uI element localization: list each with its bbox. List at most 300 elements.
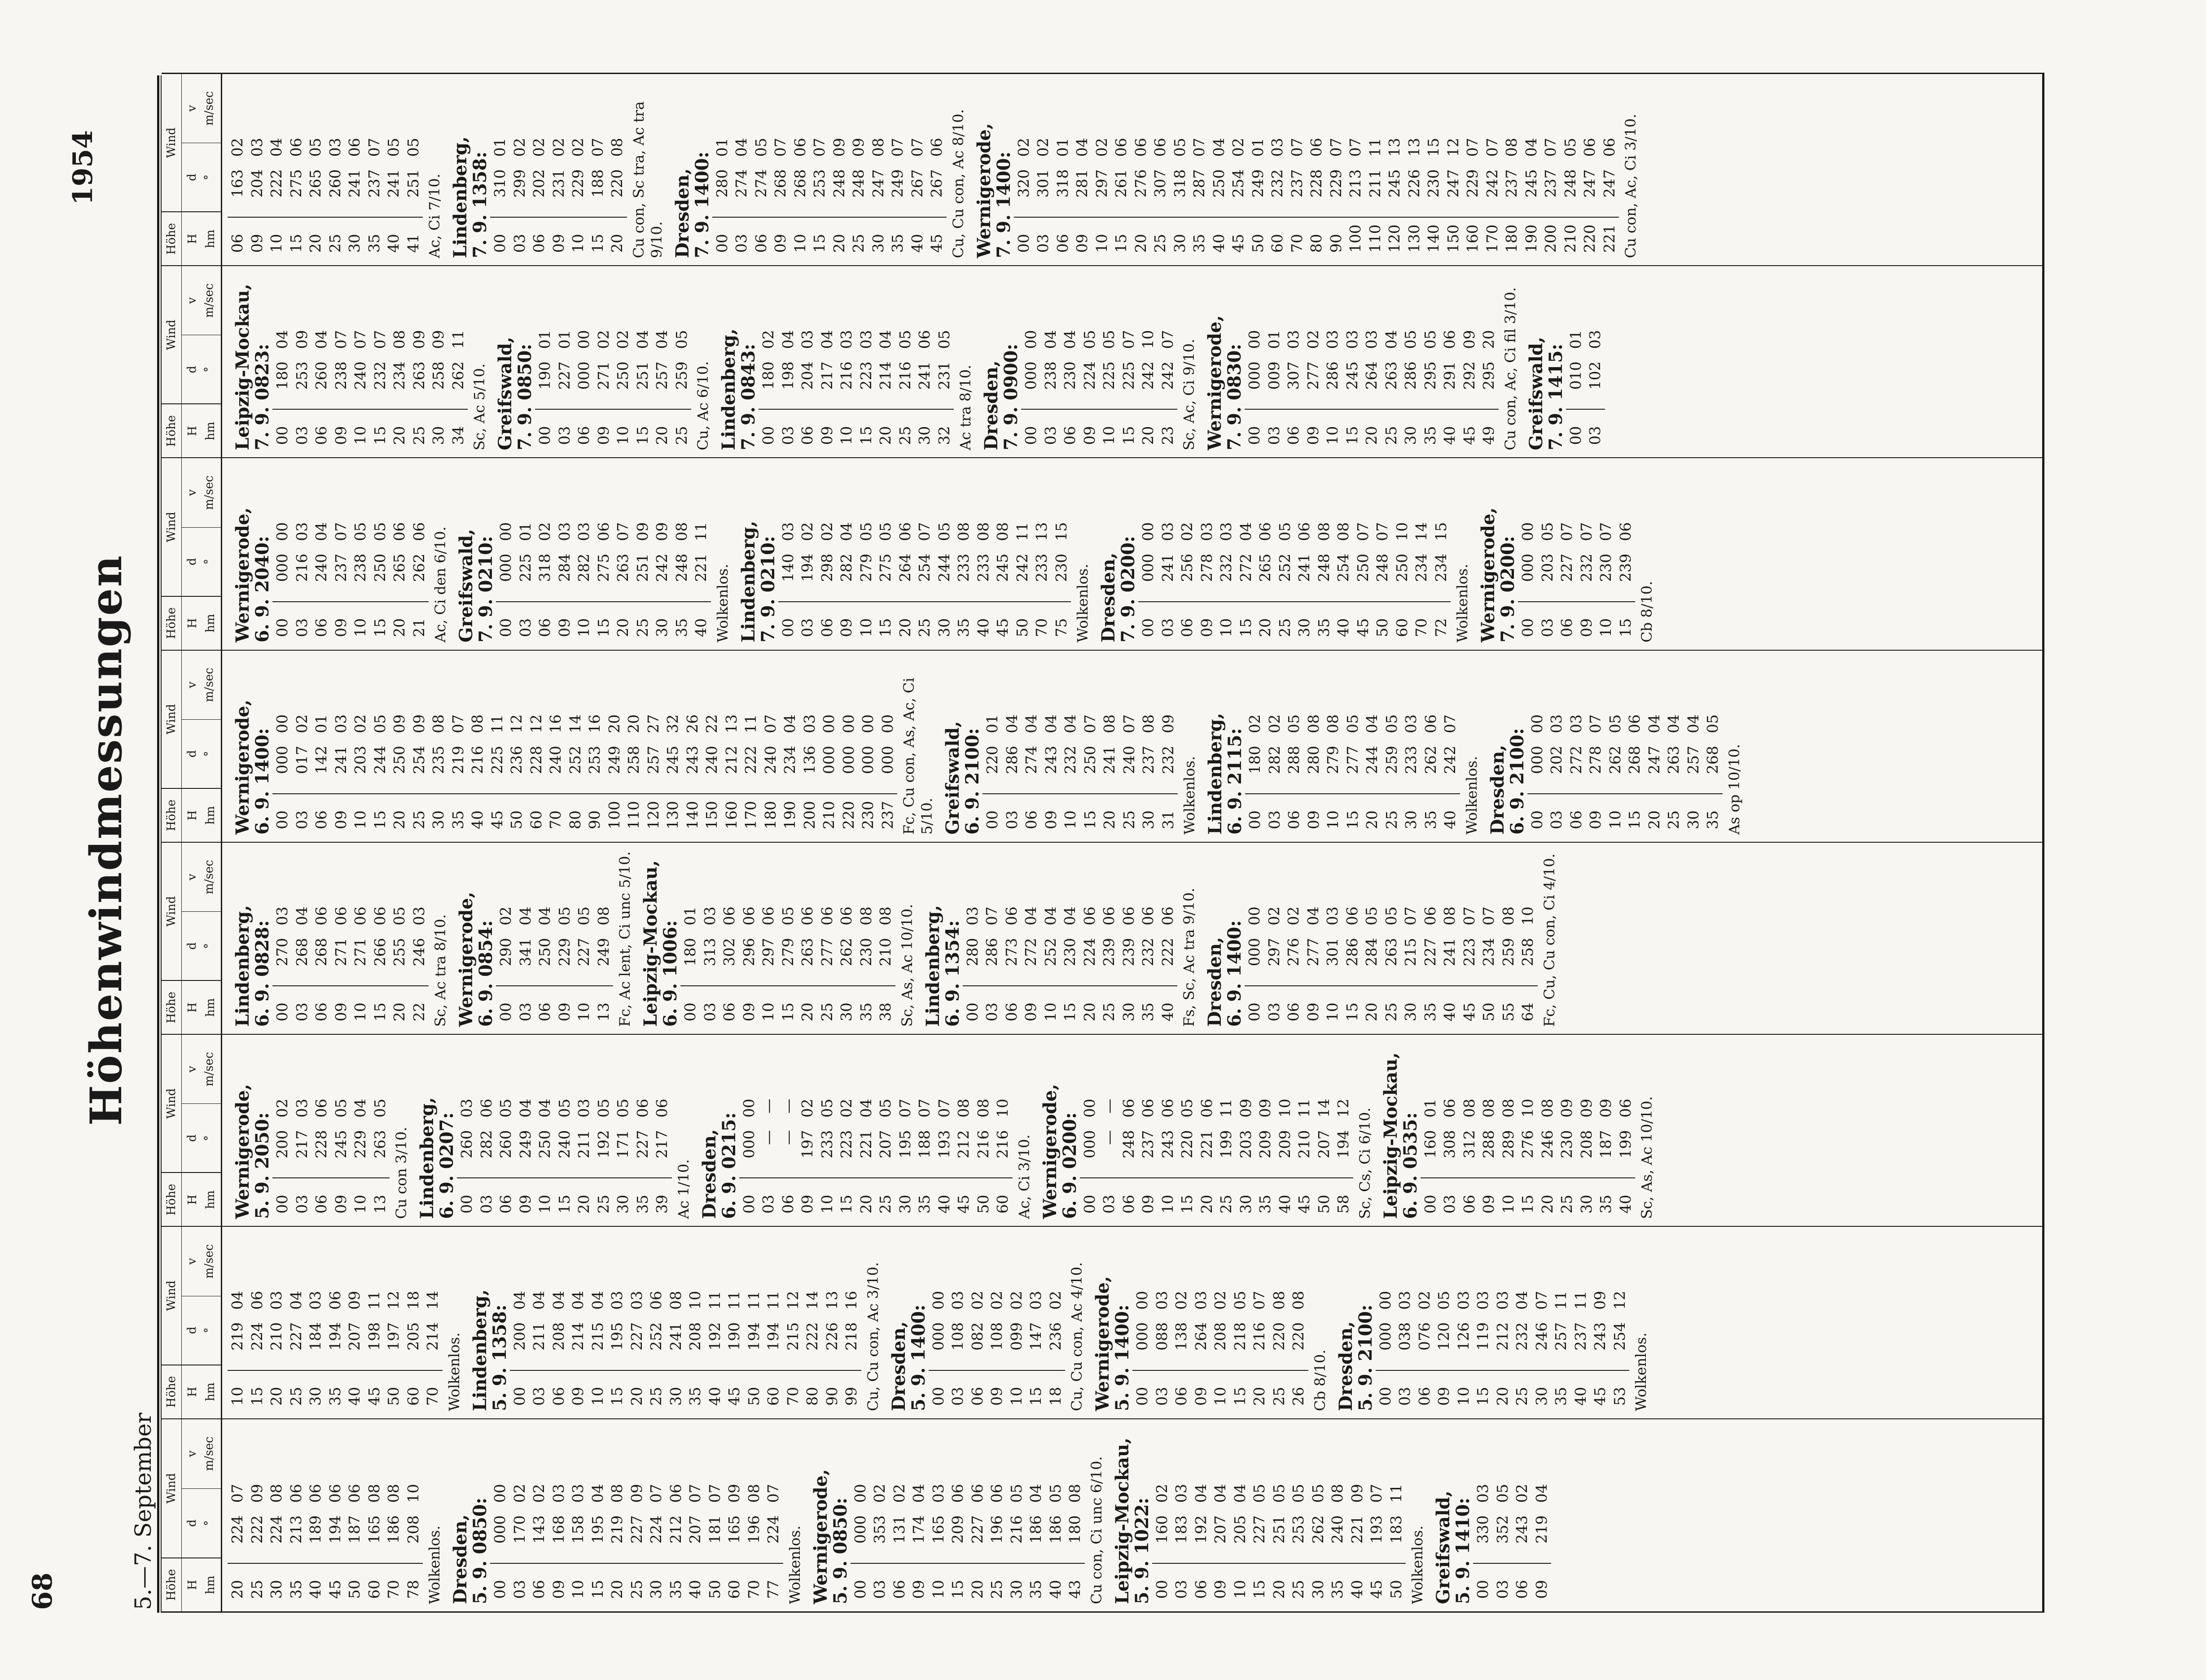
column-divider [954,1175,974,1179]
station-block [739,463,1092,645]
speed-value: 02 [798,522,816,541]
speed-value: 05 [1270,1484,1288,1503]
direction-value: 219 [449,746,467,774]
d-unit: ° [202,366,216,372]
direction-value: 307 [1151,169,1169,198]
table-row [1307,79,1326,261]
table-row [895,463,915,645]
column-divider [1460,407,1479,410]
table-row [652,1039,672,1221]
column-divider [588,1560,608,1564]
table-row [496,463,516,645]
height-value: 10 [1324,810,1342,829]
table-row [915,1039,934,1221]
height-value: 10 [1041,1002,1059,1022]
column-body [222,843,1558,1034]
height-value: 20 [1197,1194,1215,1214]
table-row [510,1232,530,1414]
speed-value: 02 [1211,1291,1229,1310]
speed-value: 03 [1363,330,1380,349]
speed-value: 00 [1133,1291,1151,1310]
table-row [876,1039,895,1221]
column-divider [817,1175,837,1179]
column-divider [759,1175,778,1179]
speed-value: 08 [1441,906,1458,926]
height-value: 30 [1237,1194,1254,1214]
table-row [1482,79,1502,261]
table-row [292,463,312,645]
speed-value: 05 [1285,714,1303,733]
table-row [1333,463,1353,645]
column-divider [555,407,575,410]
table-row [1119,655,1139,837]
height-value: 06 [1285,1002,1302,1022]
speed-value: 07 [1327,138,1345,157]
table-row [588,1424,608,1607]
speed-value: 03 [857,330,875,349]
height-value: 35 [1704,810,1721,829]
direction-value: 251 [633,553,651,582]
speed-value: 08 [974,522,992,541]
height-value: 09 [988,1387,1005,1406]
speed-value: 08 [1329,1484,1346,1503]
table-row [1326,79,1346,261]
speed-value: 11 [745,1291,763,1310]
direction-value: 194 [798,553,816,582]
cloud-remark: Ac tra 8/10. [957,364,974,451]
table-row [876,847,895,1029]
speed-value: 06 [1441,1098,1458,1118]
table-row [1052,463,1071,645]
column-divider [771,214,790,218]
column-header [162,843,222,1034]
direction-value: 232 [1577,553,1595,582]
column-divider [974,1175,993,1179]
table-row [817,1039,837,1221]
direction-value: 237 [1140,746,1157,774]
height-value: 49 [1480,426,1497,445]
station-name: Dresden, [1098,552,1119,643]
direction-value: 277 [1304,361,1322,390]
column-divider [345,1367,364,1371]
height-header [162,1172,221,1226]
column-divider [837,407,856,410]
direction-value: 233 [1033,553,1050,582]
direction-value: 165 [725,1515,743,1544]
direction-value: 210 [1295,1130,1313,1159]
table-column [162,1035,2042,1227]
height-value: 25 [1382,1002,1400,1022]
speed-value: 07 [916,1098,933,1118]
direction-value: 194 [745,1322,763,1351]
height-value: 15 [1474,1387,1491,1406]
speed-value: 05 [1421,330,1439,349]
speed-value: 06 [332,906,350,926]
column-divider [1440,791,1460,794]
table-row [1255,463,1275,645]
column-divider [1625,791,1645,794]
height-value: 03 [510,234,528,253]
column-divider [895,407,915,410]
column-divider [705,1560,725,1564]
direction-value: 279 [857,553,875,582]
d-unit: ° [202,1520,216,1526]
speed-value: 04 [273,330,291,349]
column-divider [331,1175,351,1179]
direction-value: 230 [1052,553,1070,582]
speed-value: 01 [983,714,1001,733]
cloud-remark: Wolkenlos. [1632,1332,1649,1411]
column-divider [1022,791,1041,794]
table-row [272,271,292,453]
speed-value: 09 [1348,1484,1366,1503]
speed-value: 02 [1153,1484,1171,1503]
station-name: Lindenberg, [737,521,759,643]
table-row [370,271,390,453]
speed-value: 11 [1295,1098,1313,1118]
column-divider [409,791,429,794]
column-divider [1561,214,1580,218]
speed-value: 07 [889,138,906,157]
direction-value: 260 [326,169,344,198]
speed-value: 05 [1309,1484,1327,1503]
height-value: 35 [449,810,467,829]
table-row [605,655,624,837]
speed-value: 04 [1042,714,1060,733]
column-divider [1512,1367,1532,1371]
table-row [1610,1232,1630,1414]
v-unit: m/sec [202,1052,216,1087]
height-value: 10 [588,1387,606,1406]
height-value: 00 [1519,618,1536,637]
speed-value: 08 [1324,714,1342,733]
height-value: 09 [332,1194,350,1214]
column-divider [890,1560,909,1564]
height-value: 00 [273,1194,291,1214]
column-divider [1284,791,1304,794]
speed-value: 05 [371,714,389,733]
column-divider [741,791,761,794]
column-divider [1586,791,1605,794]
speed-value: 07 [686,1484,704,1503]
table-row [364,1424,384,1607]
height-value: 25 [1665,810,1682,829]
station-block [1206,655,1481,837]
height-value: 10 [1061,810,1079,829]
column-divider [1499,1175,1518,1179]
table-row [568,1424,588,1607]
direction-value: 241 [1158,553,1176,582]
table-row [800,655,820,837]
column-divider [1440,407,1460,410]
height-value: 40 [935,1194,953,1214]
direction-value: 214 [424,1322,441,1351]
height-value: 10 [614,426,632,445]
direction-value: 193 [935,1130,953,1159]
table-row [1499,1039,1518,1221]
column-divider [803,1367,822,1371]
table-row [1216,463,1236,645]
speed-value: 05 [390,906,408,926]
column-divider [948,1367,968,1371]
table-row [228,1424,247,1607]
direction-value: 000 [1376,1322,1394,1351]
table-row [724,1232,744,1414]
station-name: Wernigerode, [232,1084,253,1219]
height-value: 06 [536,618,553,637]
height-value: 06 [968,1387,986,1406]
table-row [1596,463,1616,645]
speed-value: 03 [1586,330,1604,349]
height-value: 30 [1402,1002,1419,1022]
direction-value: 227 [627,1322,645,1351]
direction-value: 275 [594,553,612,582]
table-row [646,1424,666,1607]
table-row [1557,1039,1577,1221]
table-row [1421,1039,1440,1221]
direction-value: 265 [390,553,408,582]
station-name: Wernigerode, [1092,1276,1113,1411]
column-divider [982,791,1002,794]
direction-value: 318 [1053,169,1071,198]
height-value: 35 [326,1387,344,1406]
direction-value: 196 [988,1515,1005,1544]
height-value: 45 [1460,426,1478,445]
height-value: 35 [1421,1002,1439,1022]
height-value: 06 [1178,618,1196,637]
table-row [1046,1232,1066,1414]
column-divider [1284,407,1303,410]
table-row [1197,463,1217,645]
speed-value: 04 [510,1291,528,1310]
direction-value: 341 [516,938,534,967]
height-value: 99 [842,1387,860,1406]
direction-value: 272 [1567,746,1585,774]
d-label: d [185,1326,199,1334]
column-header [162,74,222,265]
station-datetime: 7. 9. 0210: [757,536,779,643]
column-divider [306,1367,325,1371]
speed-value: 03 [1172,1484,1190,1503]
height-value: 10 [929,1580,947,1599]
table-row [1046,1424,1066,1607]
column-divider [1557,599,1577,602]
height-value: 00 [1080,1194,1098,1214]
table-row [1303,271,1323,453]
speed-value: 03 [1158,522,1176,541]
table-row [798,271,817,453]
table-row [1111,79,1131,261]
direction-value: 143 [530,1515,548,1544]
speed-value: 04 [1522,138,1540,157]
direction-value: 229 [1464,169,1481,198]
table-row [1684,655,1703,837]
station-datetime: 7. 9. 0200: [1118,536,1139,643]
direction-value: 216 [896,361,914,390]
speed-value: 03 [293,1098,311,1118]
height-value: 06 [1558,618,1575,637]
height-value: 20 [1080,1002,1098,1022]
direction-value: 222 [1158,938,1176,967]
cloud-remark: Wolkenlos. [1181,756,1198,835]
direction-value: 265 [1256,553,1274,582]
column-divider [370,599,390,602]
direction-value: 267 [928,169,945,198]
height-header [162,211,221,265]
column-divider [409,983,429,986]
column-divider [1566,791,1586,794]
table-row [1158,271,1178,453]
height-value: 70 [385,1580,402,1599]
table-row [1230,1232,1250,1414]
speed-value: 04 [516,1098,534,1118]
table-row [633,1039,653,1221]
direction-value: 242 [1139,361,1157,390]
height-value: 00 [1566,426,1584,445]
column-divider [1099,407,1119,410]
direction-value: 076 [1415,1322,1433,1351]
height-value: 120 [644,801,662,829]
height-value: 00 [759,426,777,445]
height-value: 20 [1363,426,1380,445]
speed-value: 08 [1315,522,1333,541]
station-name: Greifswald, [495,337,516,451]
speed-value: 04 [351,1098,369,1118]
cloud-remark: Fc, Cu, Cu con, Ci 4/10. [1540,853,1558,1027]
direction-value: 000 [1139,553,1157,582]
speed-value: 00 [851,1484,869,1503]
height-value: 220 [1581,224,1598,253]
height-value: 06 [1053,234,1071,253]
column-divider [1080,407,1100,410]
column-divider [1026,1367,1046,1371]
column-divider [370,407,390,410]
direction-value: 225 [488,746,506,774]
column-divider [1230,1367,1250,1371]
height-value: 25 [326,234,344,253]
column-divider [724,1560,744,1564]
column-divider [856,599,876,602]
direction-value: 267 [908,169,926,198]
height-value: 03 [1548,810,1565,829]
d-unit: ° [202,1135,216,1141]
direction-value: 243 [1591,1322,1609,1351]
height-value: 210 [1561,224,1579,253]
direction-value: 247 [1581,169,1598,198]
speed-value: 08 [955,1098,972,1118]
speed-value: 01 [1566,330,1584,349]
speed-value: 03 [575,522,592,541]
station-name: Dresden, [1204,937,1225,1027]
height-value: 25 [410,426,428,445]
station-block [233,847,449,1029]
table-row [1119,847,1139,1029]
speed-value: 08 [1499,1098,1517,1118]
station-block [456,847,634,1029]
table-row [568,79,588,261]
speed-value: 01 [555,330,573,349]
table-row [364,79,384,261]
column-divider [286,214,306,218]
height-value: 30 [1684,810,1702,829]
speed-value: 08 [1270,1291,1288,1310]
column-divider [588,214,608,218]
height-value: 40 [1441,1002,1458,1022]
direction-value: 010 [1566,361,1584,390]
speed-value: 10 [1519,906,1536,926]
direction-value: 212 [722,746,740,774]
height-value: 06 [549,1387,567,1406]
direction-value: 259 [1382,746,1400,774]
table-row [1139,655,1158,837]
column-divider [1353,599,1373,602]
table-row [1032,463,1052,645]
speed-value: 07 [588,138,606,157]
direction-value: 264 [1192,1322,1210,1351]
cloud-remark: Sc, As, Ac 10/10. [898,904,916,1027]
wind-header [162,1419,221,1558]
v-label: v [185,105,199,112]
direction-value: 038 [1396,1322,1413,1351]
speed-value: 09 [293,330,311,349]
speed-value: 03 [326,138,344,157]
direction-value: 241 [1101,746,1118,774]
table-row [968,1424,987,1607]
hoehe-label: Höhe [162,789,182,842]
speed-value: 08 [469,714,486,733]
height-value: 35 [1190,234,1208,253]
direction-value: 186 [1027,1515,1044,1544]
speed-value: 09 [1256,1098,1274,1118]
height-value: 30 [667,1387,684,1406]
direction-value: 208 [686,1322,704,1351]
column-divider [1265,791,1285,794]
speed-value: 03 [1493,1291,1511,1310]
column-divider [311,599,331,602]
height-value: 00 [1246,810,1263,829]
height-value: 45 [326,1580,344,1599]
column-divider [1041,983,1061,986]
speed-value: 08 [974,1098,992,1118]
speed-value: 09 [1460,330,1478,349]
column-divider [652,599,672,602]
height-header [162,1365,221,1418]
direction-value: 082 [968,1322,986,1351]
height-value: 20 [1139,426,1157,445]
direction-value: 264 [896,553,914,582]
column-divider [1684,791,1703,794]
direction-value: 240 [761,746,779,774]
direction-value: 227 [1421,938,1439,967]
speed-value: 06 [1139,906,1157,926]
speed-value: 08 [1538,1098,1556,1118]
table-row [364,1232,384,1414]
direction-value: 295 [1480,361,1497,390]
table-row [1443,79,1463,261]
column-divider [1267,214,1287,218]
table-row [1532,1232,1552,1414]
direction-value: 318 [536,553,553,582]
table-row [1522,79,1541,261]
speed-value: 05 [614,1098,632,1118]
direction-value: 253 [586,746,603,774]
height-value: 20 [575,1194,592,1214]
height-value: 70 [547,810,564,829]
height-value: 30 [1402,810,1420,829]
table-row [856,463,876,645]
table-row [1376,1232,1395,1414]
direction-value: 239 [1616,553,1634,582]
